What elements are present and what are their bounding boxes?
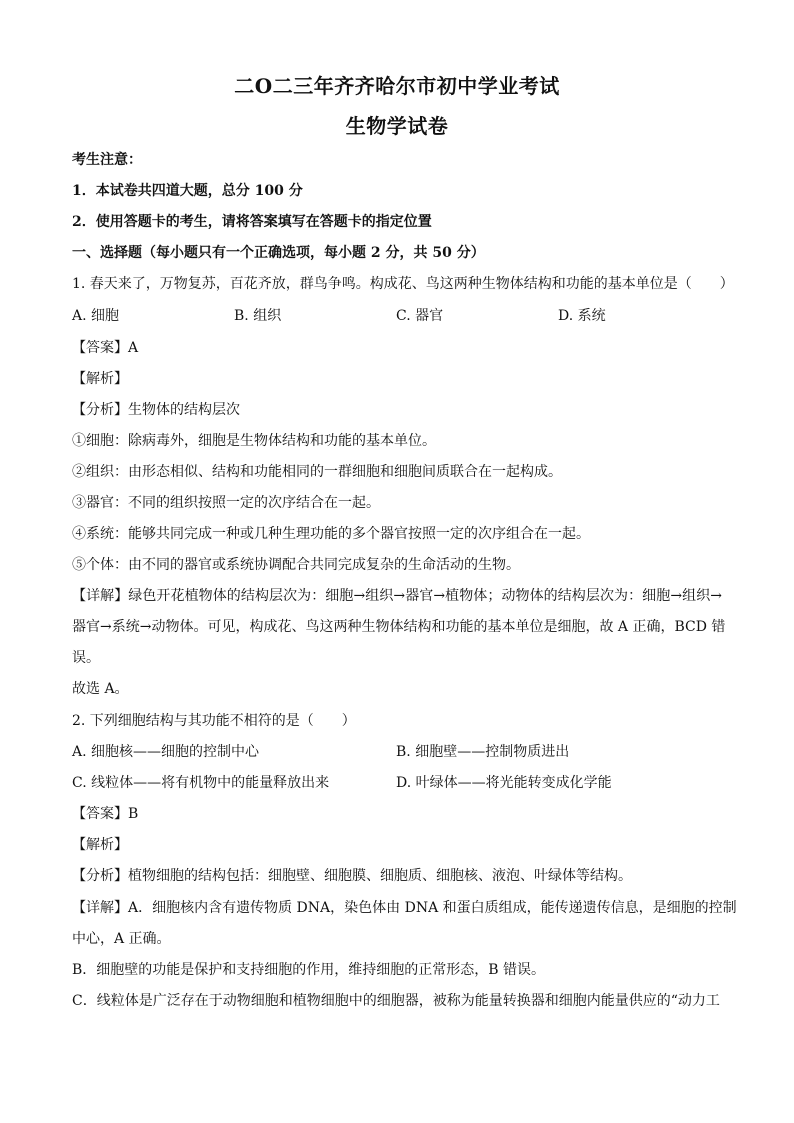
q2-detail-line-2: 中心，A 正确。	[72, 931, 171, 947]
q1-analysis-label: 【解析】	[72, 371, 128, 387]
q2-detail-line-4: C．线粒体是广泛存在于动物细胞和植物细胞中的细胞器，被称为能量转换器和细胞内能量供应的“动力工	[72, 993, 720, 1009]
q1-option-c: C. 器官	[396, 308, 444, 324]
q2-option-a: A. 细胞核——细胞的控制中心	[72, 744, 260, 760]
q1-point-5: ⑤个体：由不同的器官或系统协调配合共同完成复杂的生命活动的生物。	[72, 557, 520, 573]
section-heading: 一、选择题（每小题只有一个正确选项，每小题 2 分，共 50 分）	[72, 245, 485, 261]
exam-title: 二O二三年齐齐哈尔市初中学业考试	[234, 74, 560, 98]
q2-analysis-label: 【解析】	[72, 837, 128, 853]
q1-option-b: B. 组织	[234, 308, 282, 324]
q1-conclusion: 故选 A。	[72, 681, 129, 697]
q1-point-3: ③器官：不同的组织按照一定的次序结合在一起。	[72, 495, 380, 511]
q1-detail-line-2: 器官→系统→动物体。可见，构成花、鸟这两种生物体结构和功能的基本单位是细胞，故 A 正确，BCD 错	[72, 619, 726, 635]
exam-subtitle: 生物学试卷	[345, 114, 449, 138]
notice-item-2: 2．使用答题卡的考生，请将答案填写在答题卡的指定位置	[72, 214, 432, 230]
q1-option-a: A. 细胞	[72, 308, 120, 324]
q2-stem: 2. 下列细胞结构与其功能不相符的是（ ）	[72, 713, 356, 729]
q2-detail-line-1: 【详解】A．细胞核内含有遗传物质 DNA，染色体由 DNA 和蛋白质组成，能传递遗传信息，是细胞的控制	[72, 900, 737, 916]
q2-answer: 【答案】B	[72, 806, 139, 822]
q1-answer: 【答案】A	[72, 340, 139, 356]
q2-option-c: C. 线粒体——将有机物中的能量释放出来	[72, 775, 330, 791]
q2-option-b: B. 细胞壁——控制物质进出	[396, 744, 570, 760]
q1-option-d: D. 系统	[558, 308, 606, 324]
q1-detail-line-1: 【详解】绿色开花植物体的结构层次为：细胞→组织→器官→植物体；动物体的结构层次为：细胞→组织→	[72, 588, 722, 604]
notice-item-1: 1．本试卷共四道大题，总分 100 分	[72, 183, 303, 199]
q2-detail-line-3: B．细胞壁的功能是保护和支持细胞的作用，维持细胞的正常形态，B 错误。	[72, 962, 546, 978]
q2-analysis: 【分析】植物细胞的结构包括：细胞壁、细胞膜、细胞质、细胞核、液泡、叶绿体等结构。	[72, 868, 632, 884]
notice-heading: 考生注意：	[72, 152, 142, 168]
q1-detail-line-3: 误。	[72, 650, 100, 666]
q1-point-4: ④系统：能够共同完成一种或几种生理功能的多个器官按照一定的次序组合在一起。	[72, 526, 590, 542]
q1-stem: 1. 春天来了，万物复苏，百花齐放，群鸟争鸣。构成花、鸟这两种生物体结构和功能的基本单位是（ ）	[72, 276, 734, 292]
q1-point-1: ①细胞：除病毒外，细胞是生物体结构和功能的基本单位。	[72, 433, 436, 449]
q2-option-d: D. 叶绿体——将光能转变成化学能	[396, 775, 612, 791]
q1-point-2: ②组织：由形态相似、结构和功能相同的一群细胞和细胞间质联合在一起构成。	[72, 464, 562, 480]
q1-analysis: 【分析】生物体的结构层次	[72, 402, 240, 418]
